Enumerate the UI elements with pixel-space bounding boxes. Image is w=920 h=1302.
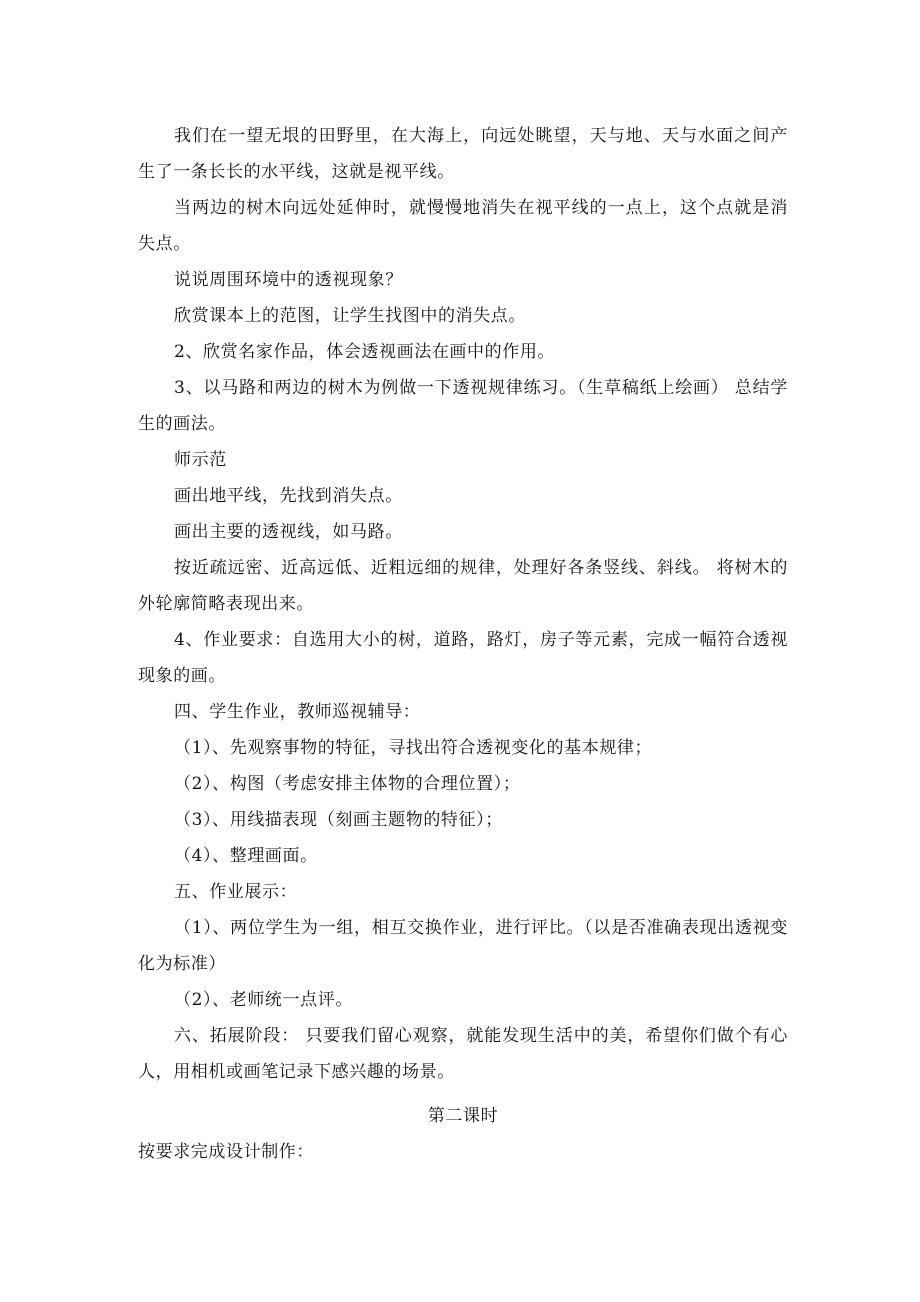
paragraph-discuss: 说说周围环境中的透视现象？	[174, 270, 403, 290]
paragraph-vanishing-point: 当两边的树木向远处延伸时，就慢慢地消失在视平线的一点上，这个点就是消失点。	[138, 198, 788, 254]
section-heading: 第二课时	[427, 1106, 499, 1126]
paragraph-rules: 按近疏远密、近高远低、近粗远细的规律，处理好各条竖线、斜线。 将树木的外轮廓简略表现出来。	[138, 558, 788, 614]
paragraph-step-2: 2、欣赏名家作品，体会透视画法在画中的作用。	[174, 342, 556, 362]
paragraph-item-2: （2）、构图（考虑安排主体物的合理位置）；	[174, 774, 521, 794]
paragraph-draw-lines: 画出主要的透视线，如马路。	[174, 522, 403, 542]
paragraph-step-3: 3、以马路和两边的树木为例做一下透视规律练习。（生草稿纸上绘画） 总结学生的画法。	[138, 378, 788, 434]
paragraph-show-2: （2）、老师统一点评。	[174, 990, 353, 1010]
paragraph-step-4: 4、作业要求：自选用大小的树，道路，路灯，房子等元素，完成一幅符合透视现象的画。	[138, 630, 788, 686]
paragraph-section-6: 六、拓展阶段： 只要我们留心观察，就能发现生活中的美，希望你们做个有心人，用相机或画笔记录下感兴趣的场景。	[138, 1026, 788, 1082]
paragraph-demo: 师示范	[174, 450, 227, 470]
paragraph-show-1: （1）、两位学生为一组，相互交换作业，进行评比。（以是否准确表现出透视变化为标准）	[138, 918, 788, 974]
paragraph-draw-horizon: 画出地平线，先找到消失点。	[174, 486, 403, 506]
paragraph-item-3: （3）、用线描表现（刻画主题物的特征）；	[174, 810, 503, 830]
paragraph-section-5: 五、作业展示：	[174, 882, 298, 902]
document-body	[138, 118, 788, 1170]
paragraph-item-1: （1）、先观察事物的特征，寻找出符合透视变化的基本规律；	[174, 738, 653, 758]
paragraph-section-4: 四、学生作业，教师巡视辅导：	[174, 702, 421, 722]
paragraph-last-line: 按要求完成设计制作：	[138, 1142, 314, 1162]
paragraph-appreciate: 欣赏课本上的范图，让学生找图中的消失点。	[174, 306, 526, 326]
paragraph-item-4: （4）、整理画面。	[174, 846, 318, 866]
paragraph-horizon: 我们在一望无垠的田野里，在大海上，向远处眺望，天与地、天与水面之间产生了一条长长的水平线，这就是视平线。	[138, 126, 788, 182]
